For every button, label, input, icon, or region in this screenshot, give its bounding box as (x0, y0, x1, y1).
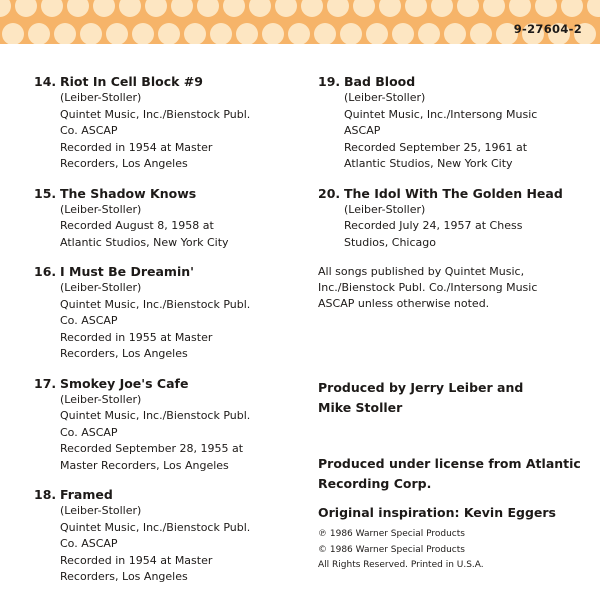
track-detail-line: Atlantic Studios, New York City (60, 235, 229, 249)
track-detail-line: Master Recorders, Los Angeles (60, 458, 229, 472)
dot (288, 23, 310, 44)
track-number: 14. (34, 74, 57, 89)
dot (106, 23, 128, 44)
dot (418, 23, 440, 44)
dot (509, 0, 531, 17)
track-heading (34, 264, 304, 280)
dot (561, 0, 583, 17)
copyright-block (318, 527, 590, 574)
dot (535, 0, 557, 17)
dotted-header-band (0, 0, 600, 44)
track-heading (34, 186, 304, 202)
track-number: 15. (34, 185, 57, 201)
dot (249, 0, 271, 17)
track-title: I Must Be Dreamin' (60, 264, 194, 279)
track-title: Riot In Cell Block #9 (60, 74, 203, 89)
tracklist-right-column (318, 74, 590, 312)
dot (184, 23, 206, 44)
dot (431, 0, 453, 17)
track-title: The Idol With The Golden Head (344, 185, 563, 201)
track-number: 18. (34, 487, 57, 502)
dot (353, 0, 375, 17)
tracklist-left-column (34, 74, 304, 599)
track-detail-line: Quintet Music, Inc./Bienstock Publ. (60, 520, 251, 534)
track-detail-line: (Leiber-Stoller) (344, 202, 426, 216)
dot (54, 23, 76, 44)
inspiration-credit (318, 503, 590, 523)
dot (392, 23, 414, 44)
track-heading (34, 74, 304, 90)
dot (327, 0, 349, 17)
inspiration-line: Original inspiration: Kevin Eggers (318, 505, 556, 520)
dot (171, 0, 193, 17)
dot (93, 0, 115, 17)
dot (210, 23, 232, 44)
dot (275, 0, 297, 17)
track-detail-line: Atlantic Studios, New York City (344, 157, 513, 170)
track-detail-line: Quintet Music, Inc./Bienstock Publ. (60, 409, 251, 422)
dot (314, 23, 336, 44)
track-number: 17. (34, 375, 57, 391)
track-entry (34, 487, 304, 586)
dot (80, 23, 102, 44)
dot (366, 23, 388, 44)
dot (236, 23, 258, 44)
dot (379, 0, 401, 17)
dot (15, 0, 37, 17)
dot (301, 0, 323, 17)
track-number: 20. (318, 185, 341, 201)
dot (158, 23, 180, 44)
track-detail-line: Recorded August 8, 1958 at (60, 219, 214, 232)
track-title: Framed (60, 487, 113, 502)
track-detail-line: Recorded September 25, 1961 at (344, 140, 528, 154)
dot (587, 0, 600, 17)
track-detail-line: Recorders, Los Angeles (60, 570, 188, 583)
track-detail-line: Co. ASCAP (60, 124, 118, 137)
track-number: 16. (34, 264, 57, 279)
producer-line-1: Produced by Jerry Leiber and (318, 380, 524, 395)
license-line-2: Recording Corp. (318, 476, 432, 491)
track-number: 19. (318, 74, 341, 89)
dot (444, 23, 466, 44)
track-detail-line: (Leiber-Stoller) (60, 504, 142, 517)
dot (67, 0, 89, 17)
dot (0, 0, 11, 17)
track-entry (34, 376, 304, 475)
track-detail-line: Quintet Music, Inc./Intersong Music (344, 107, 538, 121)
publishing-note-line: All songs published by Quintet Music, (318, 265, 525, 278)
polka-dot-pattern (0, 0, 600, 44)
track-detail-line: (Leiber-Stoller) (60, 91, 142, 104)
track-detail-line: Recorded July 24, 1957 at Chess (344, 219, 523, 232)
license-credit (318, 454, 590, 494)
track-detail-line: ASCAP (344, 124, 381, 137)
track-detail-line: Quintet Music, Inc./Bienstock Publ. (60, 297, 251, 311)
track-heading (318, 74, 590, 90)
phonogram-copyright: ℗ 1986 Warner Special Products (318, 529, 465, 539)
track-heading (34, 376, 304, 392)
track-detail-line: (Leiber-Stoller) (60, 392, 142, 406)
track-entry (318, 74, 590, 173)
dot (223, 0, 245, 17)
rights-reserved: All Rights Reserved. Printed in U.S.A. (318, 560, 484, 570)
track-detail-line: Recorders, Los Angeles (60, 157, 188, 170)
dot (119, 0, 141, 17)
producer-line-2: Mike Stoller (318, 400, 403, 415)
track-detail-line: Co. ASCAP (60, 314, 118, 327)
dot (262, 23, 284, 44)
track-title: Smokey Joe's Cafe (60, 375, 189, 391)
dot (405, 0, 427, 17)
producer-credit (318, 378, 590, 418)
track-detail-line: Recorded in 1954 at Master (60, 553, 213, 567)
track-detail-line: (Leiber-Stoller) (344, 91, 426, 104)
track-detail-line: Quintet Music, Inc./Bienstock Publ. (60, 107, 251, 121)
track-entry (34, 186, 304, 252)
publishing-note-line: ASCAP unless otherwise noted. (318, 297, 490, 310)
copyright: © 1986 Warner Special Products (318, 544, 465, 555)
dot (145, 0, 167, 17)
publishing-note (318, 264, 590, 312)
dot (28, 23, 50, 44)
dot (457, 0, 479, 17)
track-detail-line: Co. ASCAP (60, 537, 118, 550)
dot (2, 23, 24, 44)
dot (132, 23, 154, 44)
track-detail-line: Co. ASCAP (60, 425, 118, 439)
dot (41, 0, 63, 17)
catalog-number: 9-27604-2 (513, 22, 582, 36)
track-detail-line: (Leiber-Stoller) (60, 202, 142, 216)
track-heading (34, 487, 304, 503)
track-title: The Shadow Knows (60, 185, 197, 201)
track-detail-line: Recorded September 28, 1955 at (60, 442, 244, 455)
track-entry (318, 186, 590, 252)
dot (483, 0, 505, 17)
track-detail-line: (Leiber-Stoller) (60, 281, 142, 294)
track-entry (34, 264, 304, 363)
track-detail-line: Recorded in 1954 at Master (60, 140, 213, 154)
track-detail-line: Recorders, Los Angeles (60, 347, 188, 360)
track-title: Bad Blood (344, 74, 416, 89)
track-entry (34, 74, 304, 173)
dot (340, 23, 362, 44)
track-detail-line: Studios, Chicago (344, 235, 436, 249)
dot (197, 0, 219, 17)
dot (470, 23, 492, 44)
track-heading (318, 186, 590, 202)
license-line-1: Produced under license from Atlantic (318, 456, 581, 471)
publishing-note-line: Inc./Bienstock Publ. Co./Intersong Music (318, 281, 538, 294)
track-detail-line: Recorded in 1955 at Master (60, 330, 213, 344)
